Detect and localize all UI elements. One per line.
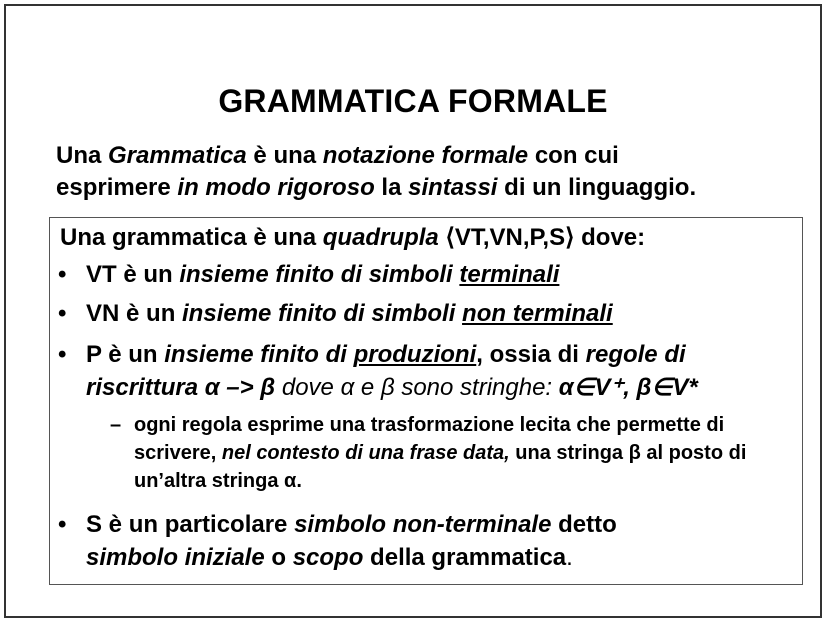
bullet-icon: • [58,300,67,327]
bullet-s [58,508,788,574]
sub-text: ogni regola esprime una trasformazione lecita che permette di scrivere, [134,414,725,464]
bullet-vn-text [86,297,788,330]
dash-icon: – [110,414,122,436]
bullet-text: . [566,544,573,571]
intro-text: Una [56,142,109,169]
sub-bullet-text [134,411,790,495]
intro-text: con cui [528,142,619,169]
slide [4,4,822,618]
bullet-underline: produzioni [353,341,477,368]
bullet-vt [58,258,788,291]
lead-text: ⟨VT,VN,P,S⟩ dove: [438,224,646,251]
bullet-s-text [86,508,788,574]
bullet-icon: • [58,261,67,288]
bullet-text: , ossia di [476,341,586,368]
intro-emphasis: in modo rigoroso [177,174,375,201]
intro-text: la [374,174,409,201]
bullet-key: VN [86,300,120,327]
intro-text: è una [246,142,323,169]
bullet-formula: α∈V⁺, β∈V* [558,374,698,401]
bullet-vn [58,297,788,330]
bullet-icon: • [58,341,67,368]
bullet-emphasis: insieme finito di simboli [179,261,460,288]
bullet-text: è un [119,300,183,327]
bullet-text: è un [116,261,180,288]
bullet-icon: • [58,511,67,538]
intro-text: esprimere [56,174,178,201]
bullet-text: o [264,544,293,571]
bullet-p [58,338,788,404]
definition-box [49,217,803,585]
definition-lead [60,222,645,254]
intro-emphasis: Grammatica [108,142,247,169]
bullet-text: detto [551,511,617,538]
bullet-p-text [86,338,788,404]
bullet-emphasis: simbolo iniziale [86,544,265,571]
sub-text: una stringa β al posto di un’altra stringa α. [134,442,747,492]
bullet-text: della grammatica [363,544,567,571]
intro-emphasis: notazione formale [322,142,529,169]
intro-emphasis: sintassi [408,174,498,201]
lead-text: Una grammatica è una [60,224,323,251]
bullet-emphasis: riscrittura α –> β [86,374,276,401]
bullet-underline: non terminali [462,300,613,327]
bullet-emphasis: regole di [585,341,686,368]
bullet-emphasis: insieme finito di [164,341,354,368]
bullet-emphasis: simbolo non-terminale [294,511,552,538]
bullet-text: è un [101,341,165,368]
bullet-key: VT [86,261,117,288]
bullet-key: P [86,341,102,368]
intro-text: di un linguaggio. [497,174,697,201]
bullet-text: è un particolare [102,511,295,538]
sub-bullet [110,411,790,495]
slide-title: GRAMMATICA FORMALE [218,83,608,119]
bullet-emphasis: insieme finito di simboli [182,300,463,327]
bullet-emphasis-light: dove α e β sono stringhe: [275,374,559,401]
bullet-emphasis: scopo [292,544,364,571]
bullet-key: S [86,511,103,538]
bullet-vt-text [86,258,788,291]
lead-emphasis: quadrupla [322,224,439,251]
intro-paragraph [56,140,796,204]
bullet-underline: terminali [459,261,560,288]
sub-emphasis: nel contesto di una frase data, [221,442,510,464]
